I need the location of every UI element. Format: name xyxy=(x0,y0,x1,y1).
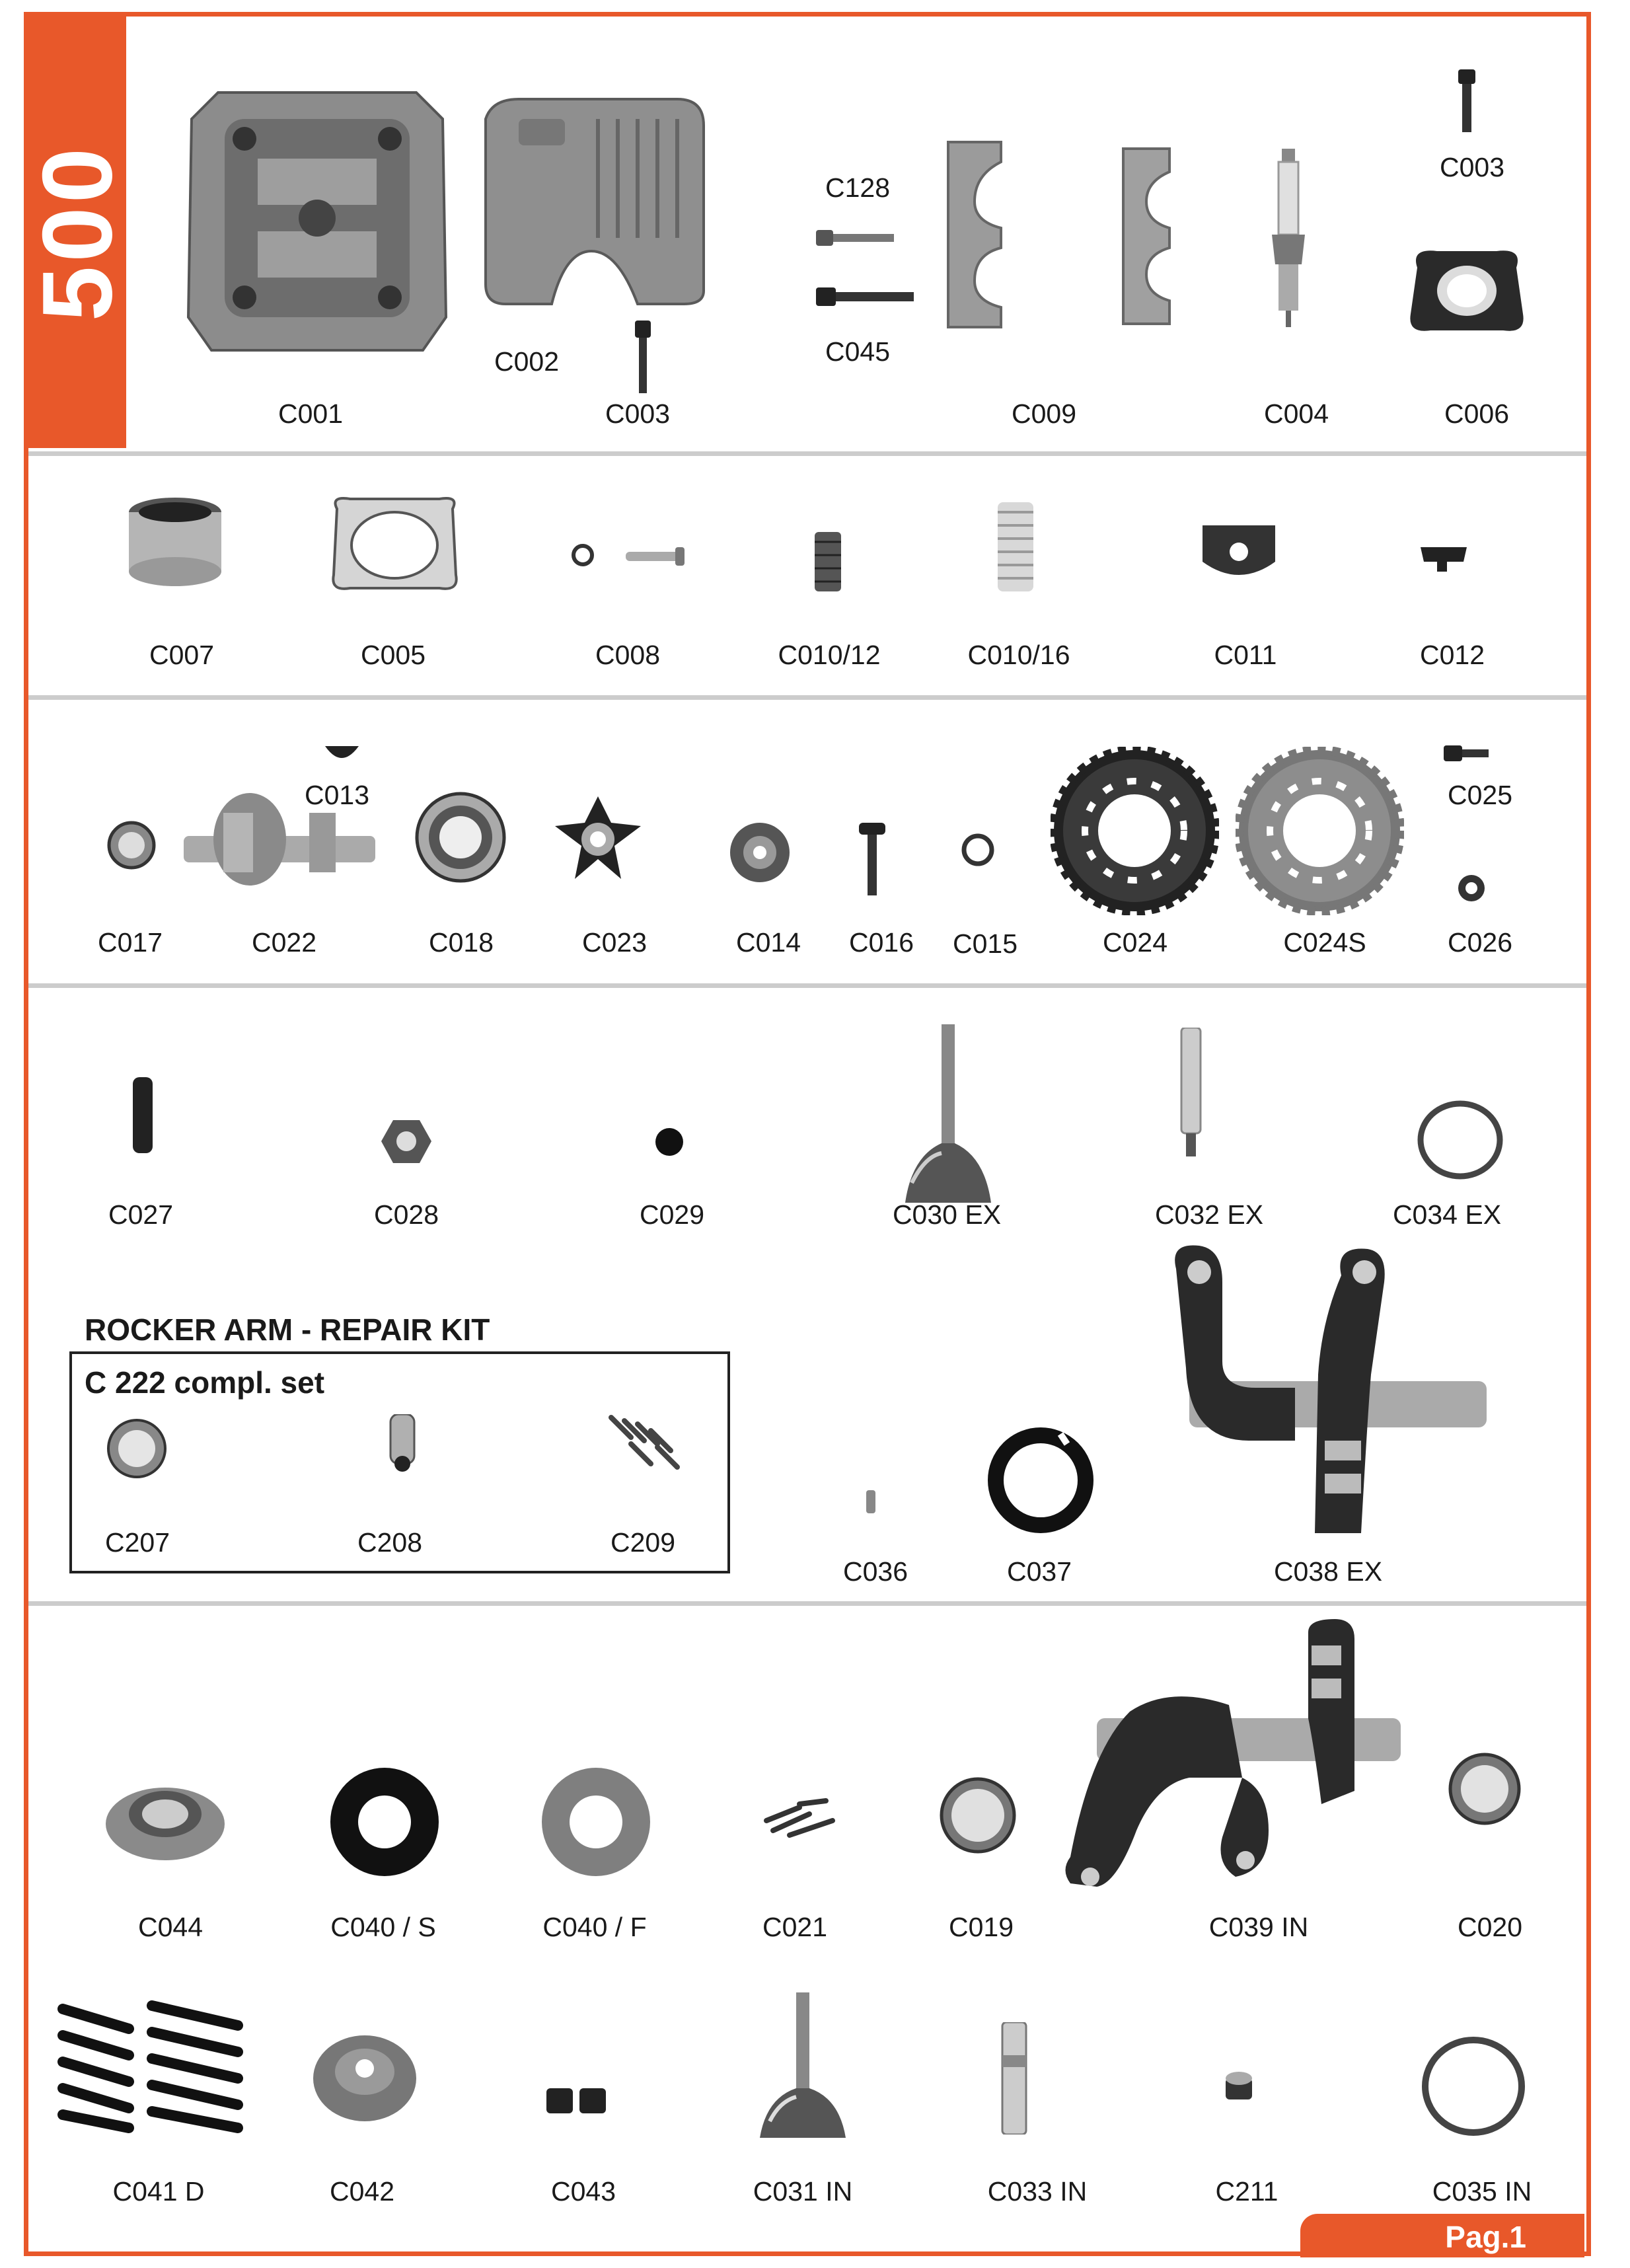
part-label: C044 xyxy=(137,1912,204,1942)
part-label: C208 xyxy=(357,1527,423,1558)
section-divider xyxy=(28,983,1586,988)
bushing-ring-image xyxy=(122,492,228,591)
part-label: C014 xyxy=(735,927,801,958)
valve-spring-cap-image xyxy=(311,2032,420,2125)
pin-and-ring-image xyxy=(570,542,688,575)
part-label: C038 EX xyxy=(1273,1556,1383,1587)
exhaust-rocker-arm-image xyxy=(1150,1242,1520,1546)
section-divider xyxy=(28,1601,1586,1606)
part-label: C017 xyxy=(97,927,163,958)
camshaft-holder-image xyxy=(942,135,1014,334)
part-label: C024S xyxy=(1283,927,1366,958)
o-ring-image xyxy=(959,831,996,868)
shim-washer-light-image xyxy=(538,1764,654,1880)
intake-valve-image xyxy=(750,1992,856,2141)
part-label: C009 xyxy=(1011,398,1077,429)
part-label: C045 xyxy=(825,336,891,367)
part-label: C040 / S xyxy=(330,1912,436,1942)
part-label: C030 EX xyxy=(892,1199,1002,1230)
exhaust-valve-image xyxy=(899,1024,998,1203)
part-label: C035 IN xyxy=(1432,2176,1532,2207)
sprocket-image xyxy=(1051,747,1219,915)
bolt-image xyxy=(816,285,915,308)
ball-bearing-image xyxy=(413,790,509,886)
part-label: C021 xyxy=(762,1912,828,1942)
part-label: C039 IN xyxy=(1208,1912,1309,1942)
needle-rollers-image xyxy=(605,1411,687,1474)
part-label: C025 xyxy=(1447,780,1513,810)
set-screw-image xyxy=(811,532,844,591)
bolt-image xyxy=(1457,69,1477,132)
gasket-image xyxy=(324,489,466,598)
spring-washer-image xyxy=(984,1424,1097,1536)
part-label: C002 xyxy=(494,346,560,377)
repair-kit-set-label: C 222 compl. set xyxy=(85,1365,325,1400)
part-label: C032 EX xyxy=(1154,1199,1264,1230)
pin-image xyxy=(387,1414,418,1474)
part-label: C209 xyxy=(610,1527,676,1558)
cup-washer-image xyxy=(727,819,793,886)
part-label: C029 xyxy=(639,1199,705,1230)
part-label: C024 xyxy=(1102,927,1168,958)
valve-seal-image xyxy=(1222,2068,1255,2101)
needle-rollers-image xyxy=(760,1794,839,1840)
part-label: C010/16 xyxy=(967,640,1070,670)
intake-rocker-arm-image xyxy=(1057,1619,1427,1897)
part-label: C026 xyxy=(1447,927,1513,958)
screw-image xyxy=(1417,542,1470,575)
part-label: C015 xyxy=(952,928,1018,959)
part-label: C027 xyxy=(108,1199,174,1230)
valve-guide-image xyxy=(994,2022,1034,2135)
part-label: C003 xyxy=(1439,152,1505,182)
shim-washer-dark-image xyxy=(327,1764,443,1880)
part-label: C036 xyxy=(842,1556,908,1587)
valve-springs-image xyxy=(56,1996,244,2135)
part-label: C013 xyxy=(304,780,370,810)
part-label: C043 xyxy=(550,2176,616,2207)
bushing-image xyxy=(1447,1751,1523,1827)
bearing-image xyxy=(106,819,157,871)
set-screw-long-image xyxy=(992,502,1039,591)
cylinder-head-image xyxy=(178,79,456,363)
part-label: C012 xyxy=(1419,640,1485,670)
section-divider xyxy=(28,695,1586,700)
valve-seat-ring-image xyxy=(1417,1100,1503,1180)
part-label: C005 xyxy=(360,640,426,670)
valve-seat-ring-image xyxy=(1421,2035,1526,2138)
part-label: C007 xyxy=(149,640,215,670)
bolt-image xyxy=(633,321,653,393)
nut-image xyxy=(380,1117,433,1166)
part-label: C023 xyxy=(581,927,648,958)
engine-size-tab xyxy=(21,17,133,448)
spark-plug-image xyxy=(1269,149,1308,327)
camshaft-holder-image xyxy=(1117,142,1176,330)
part-label: C022 xyxy=(251,927,317,958)
part-label: C207 xyxy=(104,1527,170,1558)
washer-image xyxy=(1456,872,1487,904)
section-divider xyxy=(28,451,1586,456)
part-label: C033 IN xyxy=(987,2176,1088,2207)
part-label: C042 xyxy=(329,2176,395,2207)
sprocket-image xyxy=(1236,747,1404,915)
sprocket-hub-image xyxy=(552,793,644,886)
page-number: Pag.1 xyxy=(1445,2220,1526,2254)
valve-cover-image xyxy=(479,93,710,311)
valve-guide-image xyxy=(1176,1028,1206,1156)
part-label: C034 EX xyxy=(1392,1199,1502,1230)
part-label: C037 xyxy=(1006,1556,1072,1587)
bearing-bushing-image xyxy=(938,1774,1018,1857)
bolt-image xyxy=(859,823,885,895)
engine-size-label: 500 xyxy=(21,143,133,321)
repair-kit-title: ROCKER ARM - REPAIR KIT xyxy=(85,1312,490,1347)
part-label: C020 xyxy=(1457,1912,1523,1942)
part-label: C128 xyxy=(825,172,891,203)
half-moon-key-image xyxy=(324,743,360,763)
part-label: C019 xyxy=(948,1912,1014,1942)
intake-flange-image xyxy=(1404,241,1530,340)
part-label: C010/12 xyxy=(778,640,881,670)
bushing-image xyxy=(106,1418,168,1480)
bolt-image xyxy=(816,228,895,248)
part-label: C011 xyxy=(1214,640,1277,670)
part-label: C041 D xyxy=(112,2176,205,2207)
part-label: C018 xyxy=(428,927,494,958)
small-pin-image xyxy=(864,1490,877,1513)
ball-image xyxy=(654,1127,685,1157)
part-label: C031 IN xyxy=(753,2176,853,2207)
part-label: C008 xyxy=(595,640,661,670)
bracket-image xyxy=(1199,522,1278,588)
part-label: C003 xyxy=(605,398,671,429)
stud-image xyxy=(130,1077,156,1153)
screw-image xyxy=(1444,743,1490,763)
part-label: C001 xyxy=(278,398,344,429)
part-label: C016 xyxy=(848,927,914,958)
page-number-badge xyxy=(1300,2214,1584,2257)
part-label: C040 / F xyxy=(542,1912,647,1942)
spring-retainer-image xyxy=(102,1774,228,1864)
part-label: C028 xyxy=(373,1199,439,1230)
part-label: C004 xyxy=(1263,398,1329,429)
part-label: C211 xyxy=(1215,2176,1278,2207)
part-label: C006 xyxy=(1444,398,1510,429)
valve-cotters-image xyxy=(545,2085,608,2115)
